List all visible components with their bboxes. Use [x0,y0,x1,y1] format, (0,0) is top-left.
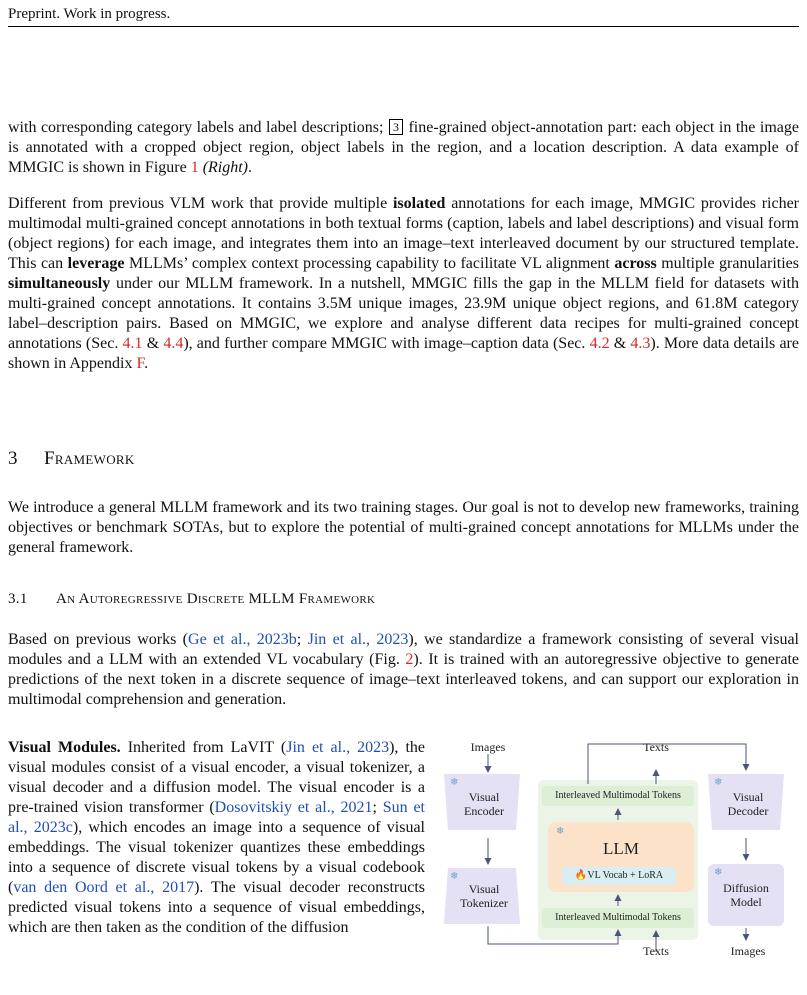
figure-ref-link[interactable]: 1 [190,159,199,176]
section-ref-link[interactable]: 4.4 [163,335,184,352]
section-ref-link[interactable]: 4.3 [630,335,651,352]
frozen-snowflake-icon: ❄ [450,777,459,788]
interleaved-tokens-bottom-label: Interleaved Multimodal Tokens [555,912,681,923]
citation-link[interactable]: Ge et al., 2023b [188,631,297,648]
figure-ref-link[interactable]: 2 [405,651,414,668]
llm-label: LLM [603,839,639,858]
vl-vocab-lora-label: 🔥VL Vocab + LoRA [574,870,664,881]
visual-decoder-label: Visual Decoder [727,790,769,818]
images-output-label: Images [730,944,766,958]
citation-link[interactable]: Sun et al., 2023c [8,799,425,836]
citation-link[interactable]: van den Oord et al., 2017 [13,879,195,896]
texts-input-label: Texts [643,944,669,958]
paragraph-mmgic-description: Different from previous VLM work that provide multiple isolated annotations for each image, MMGIC provides richer multimodal multi-grained concept annotations in both textual forms (caption, labels and label descriptions) and visual form (object regions) for each image, and integrates them into an image–text interleaved document by our structured template. This can leverage MLLMs’ complex context processing capability to facilitate VL alignment across multiple granularities simultaneously under our MLLM framework. In a nutshell, MMGIC fills the gap in the MLLM field for datasets with multi-grained concept annotations. It contains 3.5M unique images, 23.9M unique object regions, and 61.8M category label–description pairs. Based on MMGIC, we explore and analyse different data recipes for multi-grained concept annotations (Sec. 4.1 & 4.4), and further compare MMGIC with image–caption data (Sec. 4.2 & 4.3). More data details are shown in Appendix F. [8,195,800,372]
frozen-snowflake-icon: ❄ [556,826,565,837]
enumeration-box: 3 [389,119,403,135]
running-header: Preprint. Work in progress. [8,4,799,27]
section-heading-framework: 3 Framework [8,448,135,469]
texts-output-label: Texts [643,740,669,754]
section-ref-link[interactable]: 4.1 [122,335,143,352]
images-input-label: Images [470,740,506,754]
citation-link[interactable]: Jin et al., 2023 [307,631,409,648]
interleaved-tokens-top-label: Interleaved Multimodal Tokens [555,790,681,801]
visual-encoder-label: Visual Encoder [464,790,504,818]
appendix-ref-link[interactable]: F [136,355,145,372]
framework-diagram [438,740,800,965]
frozen-snowflake-icon: ❄ [450,871,459,882]
subsection-heading: 3.1 An Autoregressive Discrete MLLM Framework [8,591,376,607]
citation-link[interactable]: Dosovitskiy et al., 2021 [214,799,373,816]
paragraph-dataset-parts: with corresponding category labels and label descriptions; 3 fine-grained object-annotation part: each object in the image is annotated with a cropped object region, object labels in the region, and a location description. A data example of MMGIC is shown in Figure 1 (Right). [8,119,799,176]
visual-tokenizer-label: Visual Tokenizer [460,882,508,910]
diffusion-model-label: Diffusion Model [723,881,769,909]
frozen-snowflake-icon: ❄ [714,867,723,878]
paragraph-framework-overview: Based on previous works (Ge et al., 2023b; Jin et al., 2023), we standardize a framework consisting of several visual modules and a LLM with an extended VL vocabulary (Fig. 2). It is trained with an autoregressive objective to generate predictions of the next token in a discrete sequence of image–text interleaved tokens, and can support our exploration in multimodal comprehension and generation. [8,631,800,708]
frozen-snowflake-icon: ❄ [714,777,723,788]
paragraph-run-in-heading: Visual Modules. [8,739,121,756]
paragraph-visual-modules: Visual Modules. Inherited from LaVIT (Jin et al., 2023), the visual modules consist of a visual encoder, a visual tokenizer, a visual decoder and a diffusion model. The visual encoder is a pre-trained vision transformer (Dosovitskiy et al., 2021; Sun et al., 2023c), which encodes an image into a sequence of visual embeddings. The visual tokenizer quantizes these embeddings into a sequence of discrete visual tokens by a visual codebook (van den Oord et al., 2017). The visual decoder reconstructs predicted visual tokens into a sequence of visual embeddings, which are then taken as the condition of the diffusion [8,739,426,936]
section-ref-link[interactable]: 4.2 [589,335,610,352]
paragraph-framework-intro: We introduce a general MLLM framework and its two training stages. Our goal is not to develop new frameworks, training objectives or benchmark SOTAs, but to explore the potential of multi-grained concept annotations for MLLMs under the general framework. [8,499,799,556]
citation-link[interactable]: Jin et al., 2023 [286,739,390,756]
